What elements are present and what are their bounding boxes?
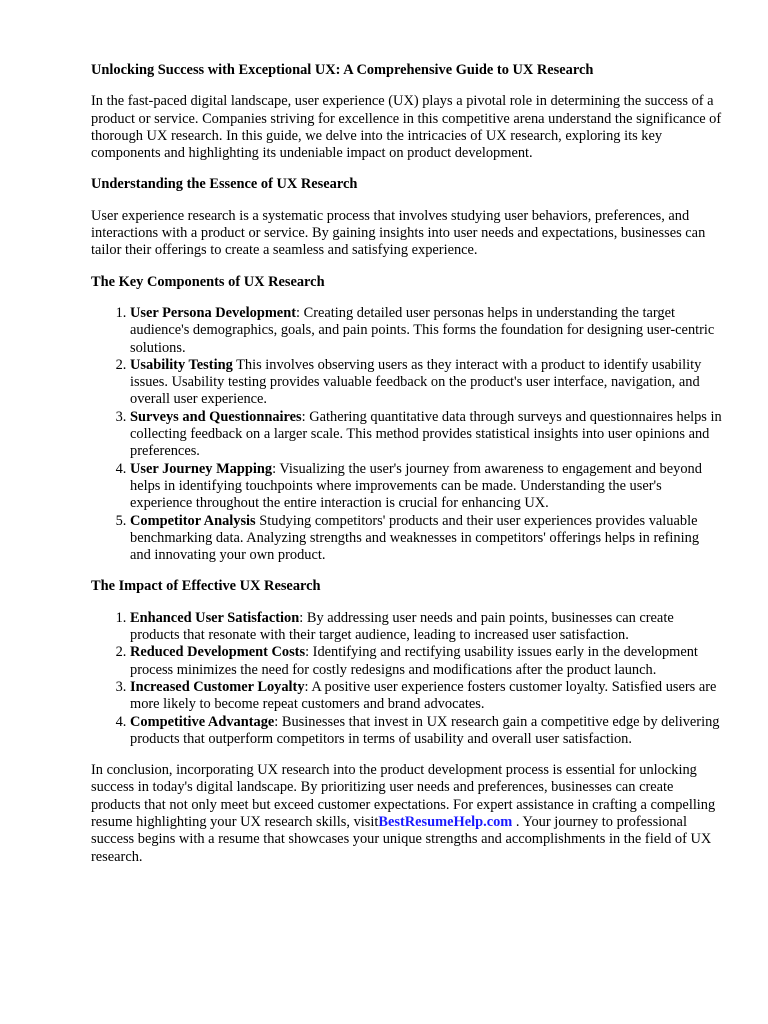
impact-list: [91, 610, 723, 748]
list-item-term: Increased Customer Loyalty: [130, 678, 305, 695]
list-item: [130, 610, 723, 645]
list-item-term: Reduced Development Costs: [130, 644, 306, 661]
list-item: [130, 409, 723, 461]
section-heading-essence: Understanding the Essence of UX Research: [91, 176, 358, 193]
list-item-text: : By addressing user needs and pain points, businesses can create products that resonate with their target audience, leading to increased user satisfaction.: [130, 609, 674, 644]
list-item: [130, 357, 723, 409]
list-item-term: User Persona Development: [130, 304, 296, 321]
list-item-text: : Identifying and rectifying usability issues early in the development process minimizes the need for costly redesigns and modifications after the product launch.: [130, 644, 698, 678]
list-item-text: : Businesses that invest in UX research gain a competitive edge by delivering products that outperform competitors in terms of usability and overall user satisfaction.: [130, 713, 720, 747]
intro-paragraph: In the fast-paced digital landscape, user experience (UX) plays a pivotal role in determining the success of a product or service. Companies striving for excellence in this competitive arena understand the significance of thorough UX research. In this guide, we delve into the intricacies of UX research, exploring its key components and highlighting its undeniable impact on product development.: [91, 93, 722, 162]
list-item-text: : A positive user experience fosters customer loyalty. Satisfied users are more likely to become repeat customers and brand advocates.: [130, 678, 717, 713]
bestresumehelp-link[interactable]: BestResumeHelp.com: [378, 813, 513, 830]
list-item-term: Competitor Analysis: [130, 512, 256, 529]
document-title: Unlocking Success with Exceptional UX: A Comprehensive Guide to UX Research: [91, 62, 594, 78]
list-item-term: User Journey Mapping: [130, 460, 273, 477]
list-item-text: : Visualizing the user's journey from awareness to engagement and beyond helps in identifying touchpoints where improvements can be made. Understanding the user's experience throughout the entire interaction is crucial for enhancing UX.: [130, 460, 702, 512]
list-item-term: Enhanced User Satisfaction: [130, 609, 300, 626]
list-item: [130, 305, 723, 357]
section-heading-components: The Key Components of UX Research: [91, 273, 325, 290]
list-item-text: : Gathering quantitative data through surveys and questionnaires helps in collecting feedback on a larger scale. This method provides statistical insights into user opinions and preferences.: [130, 408, 722, 460]
list-item-term: Competitive Advantage: [130, 713, 275, 730]
components-list: [91, 305, 723, 564]
list-item: [130, 513, 723, 565]
list-item: [130, 714, 723, 749]
list-item: [130, 461, 723, 513]
conclusion-text-after-link: . Your journey to professional success begins with a resume that showcases your unique strengths and accomplishments in the field of UX research.: [91, 813, 712, 865]
list-item-text: : Creating detailed user personas helps in understanding the target audience's demographics, goals, and pain points. This forms the foundation for designing user-centric solutions.: [130, 304, 715, 356]
essence-paragraph: User experience research is a systematic process that involves studying user behaviors, preferences, and interactions with a product or service. By gaining insights into user needs and expectations, businesses can tailor their offerings to create a seamless and satisfying experience.: [91, 207, 706, 259]
list-item-term: Usability Testing: [130, 356, 233, 373]
list-item: [130, 679, 723, 714]
conclusion-text-before-link: In conclusion, incorporating UX research into the product development process is essential for unlocking success in today's digital landscape. By prioritizing user needs and preferences, businesses can create products that not only meet but exceed customer expectations. For expert assistance in crafting a compelling resume highlighting your UX research skills, visit: [91, 762, 716, 830]
section-heading-impact: The Impact of Effective UX Research: [91, 578, 321, 595]
conclusion-paragraph: [91, 762, 723, 866]
list-item: [130, 644, 723, 679]
list-item-text: Studying competitors' products and their user experiences provides valuable benchmarking data. Analyzing strengths and weaknesses in competitors' offerings helps in refining and innovating your own product.: [130, 512, 700, 564]
list-item-term: Surveys and Questionnaires: [130, 408, 302, 425]
list-item-text: This involves observing users as they interact with a product to identify usability issues. Usability testing provides valuable feedback on the product's user interface, navigation, and overall user experience.: [130, 356, 702, 408]
document-page: [91, 62, 723, 880]
